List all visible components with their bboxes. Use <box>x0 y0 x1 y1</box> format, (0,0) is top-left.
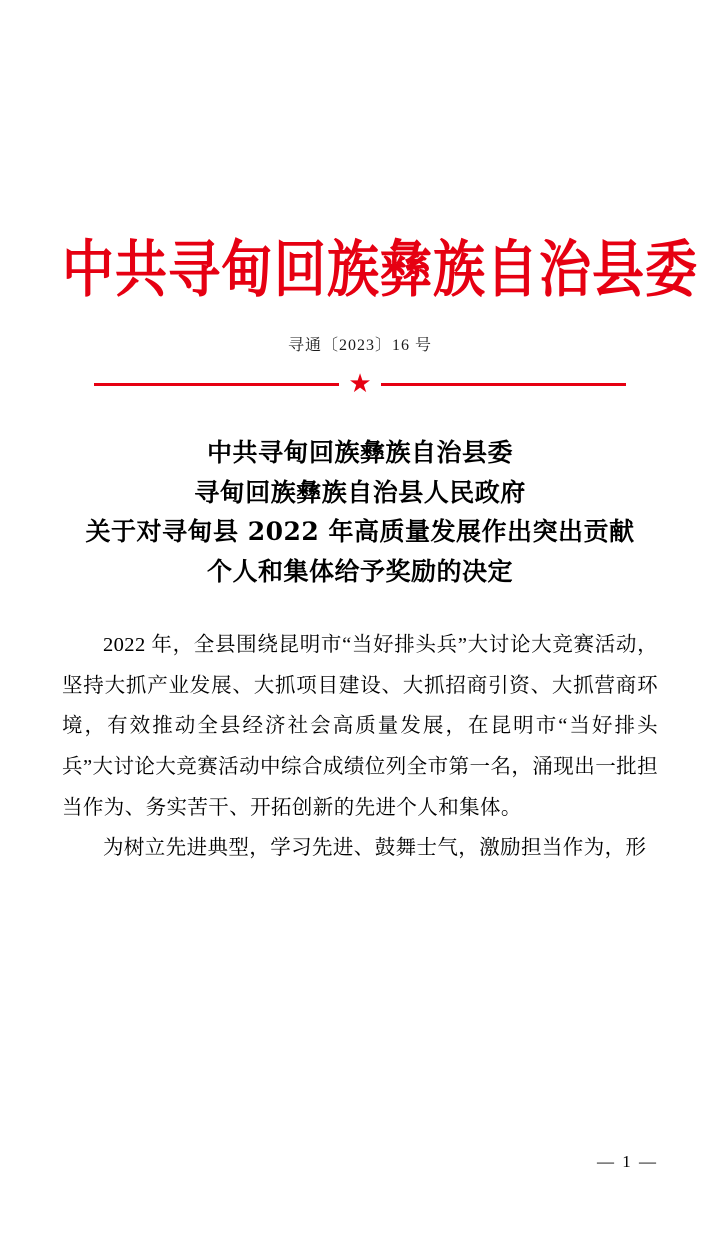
red-star-icon: ★ <box>339 374 381 400</box>
document-body <box>62 625 658 868</box>
title-line-1: 中共寻甸回族彝族自治县委 <box>206 438 513 468</box>
document-page <box>0 233 720 1254</box>
title-line-4: 个人和集体给予奖励的决定 <box>206 556 513 586</box>
title-line-2: 寻甸回族彝族自治县人民政府 <box>194 477 526 507</box>
body-paragraph-2: 为树立先进典型，学习先进、鼓舞士气，激励担当作为，形 <box>103 837 647 860</box>
document-title <box>62 433 658 591</box>
page-number: — 1 — <box>597 1152 658 1171</box>
red-separator-rule <box>62 369 658 399</box>
title-line-3: 关于对寻甸县 2022 年高质量发展作出突出贡献 <box>85 517 635 547</box>
document-number: 寻通〔2023〕16 号 <box>287 337 432 355</box>
body-paragraph-1: 2022 年，全县围绕昆明市“当好排头兵”大讨论大竞赛活动，坚持大抓产业发展、大抓项目建设、大抓招商引资、大抓营商环境，有效推动全县经济社会高质量发展，在昆明市“当好排头兵”大讨论大竞赛活动中综合成绩位列全市第一名，涌现出一批担当作为、务实苦干、开拓创新的先进个人和集体。 <box>62 634 658 819</box>
document-masthead: 中共寻甸回族彝族自治县委 <box>62 233 699 306</box>
